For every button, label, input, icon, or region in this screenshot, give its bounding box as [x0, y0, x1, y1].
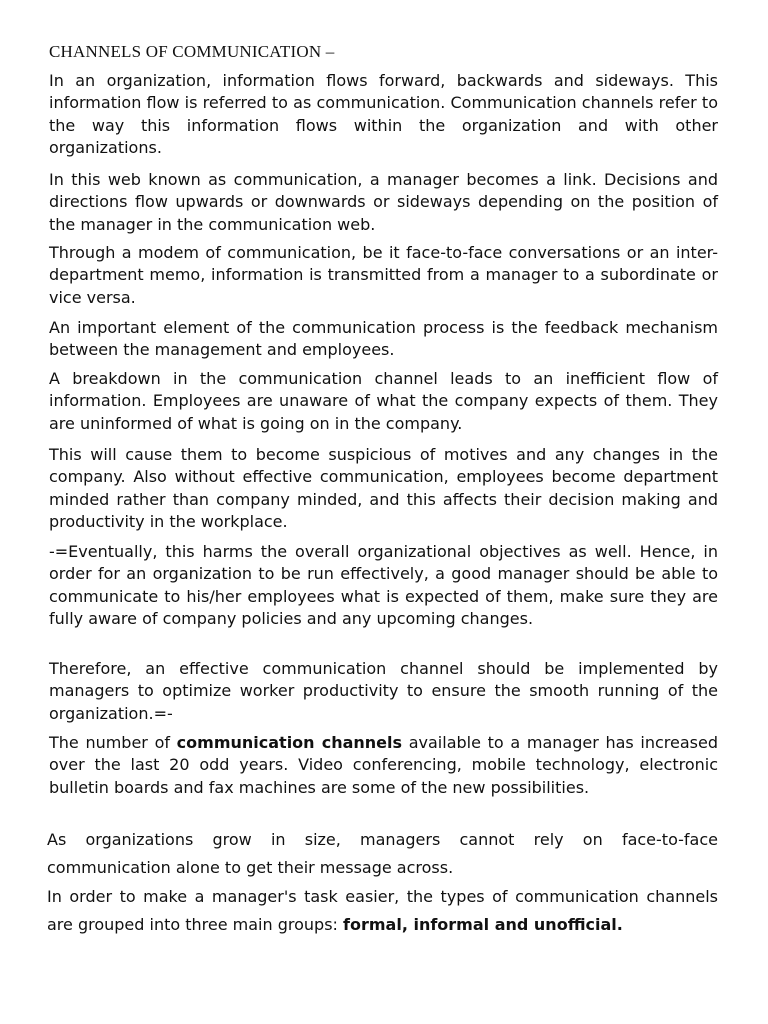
paragraph-breakdown: A breakdown in the communication channel leads to an inefficient flow of information. Employees are unaware of what the company expects of them. They are uninformed of what is going on in the company. — [49, 369, 718, 433]
paragraph-modem-of-communication: Through a modem of communication, be it face-to-face conversations or an inter-department memo, information is transmitted from a manager to a subordinate or vice versa. — [49, 243, 718, 307]
paragraph-therefore: Therefore, an effective communication channel should be implemented by managers to optimize worker productivity to ensure the smooth running of the organization.=- — [49, 659, 718, 723]
paragraph-number-of-channels-text-end: available to a manager has increased over the last 20 odd years. Video conferencing, mobile technology, electronic bulletin boards and fax machines are some of the new possibilities. — [49, 733, 719, 797]
paragraph-number-of-channels-bold: communication channels — [176, 733, 403, 752]
paragraph-eventually: -=Eventually, this harms the overall organizational objectives as well. Hence, in order for an organization to be run effectively, a good manager should be able to communicate to his/her employees what is expected of them, make sure they are fully aware of company policies and any upcoming changes. — [49, 542, 718, 629]
paragraph-communication-web: In this web known as communication, a manager becomes a link. Decisions and directions flow upwards or downwards or sideways depending on the position of the manager in the communication web. — [49, 170, 718, 234]
paragraph-number-of-channels-text-start: The number of — [49, 733, 177, 752]
paragraph-suspicion: This will cause them to become suspicious of motives and any changes in the company. Also without effective communication, employees become department minded rather than company minded, and this affects their decision making and productivity in the workplace. — [49, 445, 718, 532]
paragraph-feedback-mechanism: An important element of the communication process is the feedback mechanism between the management and employees. — [49, 318, 718, 360]
paragraph-number-of-channels — [49, 732, 718, 799]
paragraph-information-flow: In an organization, information flows forward, backwards and sideways. This information flow is referred to as communication. Communication channels refer to the way this information flows within the organization and with other organizations. — [49, 71, 718, 158]
paragraph-three-main-groups — [47, 883, 718, 939]
paragraph-organizations-grow: As organizations grow in size, managers cannot rely on face-to-face communication alone to get their message across. — [47, 830, 718, 877]
document-heading: CHANNELS OF COMMUNICATION – — [49, 42, 335, 61]
paragraph-three-main-groups-bold: formal, informal and unofficial. — [343, 915, 623, 934]
paragraph-three-main-groups-text: In order to make a manager's task easier, the types of communication channels are grouped into three main groups: — [47, 887, 718, 934]
